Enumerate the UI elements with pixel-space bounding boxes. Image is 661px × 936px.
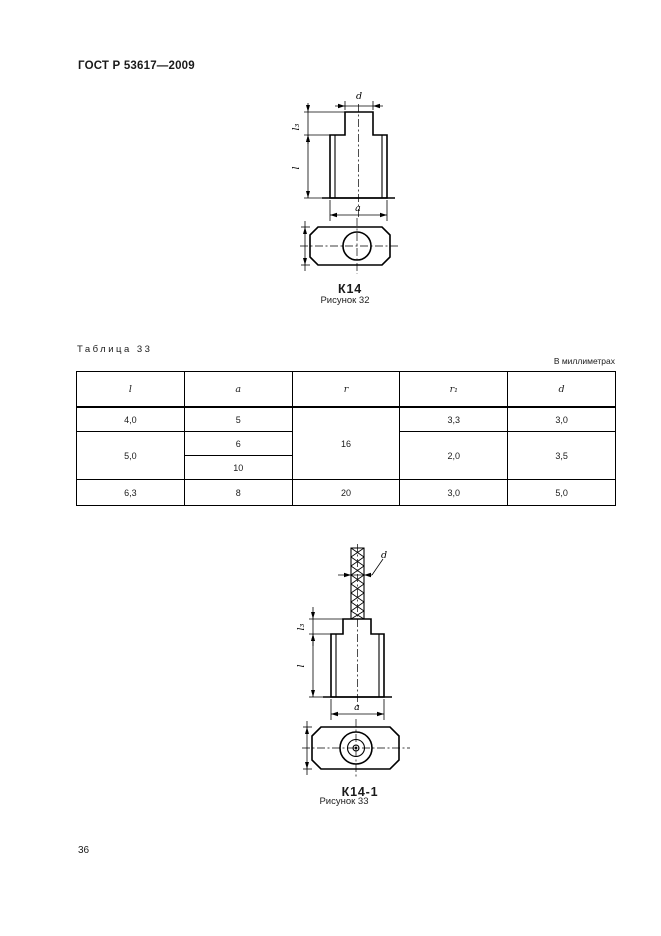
cell-a-8: 8: [184, 480, 292, 506]
fig33-drawing: [280, 543, 440, 779]
cell-l-4_0: 4,0: [77, 407, 185, 432]
fig32-dim-a-label: a: [355, 203, 361, 214]
fig32-plan-view: [300, 218, 400, 274]
fig33-dim-a: [331, 699, 384, 720]
cell-a-5: 5: [184, 407, 292, 432]
table-header-row: [77, 372, 616, 408]
cell-d-3_0: 3,0: [508, 407, 616, 432]
cell-r1-2_0: 2,0: [400, 432, 508, 480]
table-row: [77, 407, 616, 432]
fig32-caption: Рисунок 32: [320, 295, 370, 306]
fig33-plan-view: [302, 719, 410, 777]
cell-a-6: 6: [184, 432, 292, 456]
fig33-dim-a-label: a: [354, 702, 360, 713]
standard-number: ГОСТ Р 53617—2009: [78, 60, 195, 72]
fig33-dim-d-label: d: [380, 550, 388, 561]
col-header-a: a: [184, 372, 292, 408]
cell-l-5_0: 5,0: [77, 432, 185, 480]
fig33-caption: Рисунок 33: [319, 796, 369, 807]
figure-33: [280, 543, 440, 799]
col-header-r1: r₁: [400, 372, 508, 408]
cell-r1-3_0: 3,0: [400, 480, 508, 506]
fig32-dim-a: [330, 200, 387, 221]
cell-a-10: 10: [184, 456, 292, 480]
fig32-dim-d: [335, 91, 383, 110]
fig33-dim-l3-label: l₃: [296, 623, 307, 631]
cell-l-6_3: 6,3: [77, 480, 185, 506]
page-number: 36: [78, 845, 90, 856]
fig32-part-label: К14: [338, 282, 362, 296]
table-row: [77, 480, 616, 506]
fig32-dim-l3: [291, 103, 345, 144]
col-header-r: r: [292, 372, 400, 408]
col-header-d: d: [508, 372, 616, 408]
table-title: Таблица 33: [77, 344, 153, 355]
figure-32: [270, 90, 430, 296]
fig33-dim-l-label: l: [296, 664, 307, 668]
fig32-dim-l3-label: l₃: [291, 123, 302, 131]
fig33-dim-l: [296, 634, 323, 697]
col-header-l: l: [77, 372, 185, 408]
units-note: В миллиметрах: [553, 356, 615, 366]
fig32-dim-d-label: d: [355, 91, 363, 102]
fig32-dim-l: [291, 135, 322, 198]
cell-r-20: 20: [292, 480, 400, 506]
cell-d-5_0: 5,0: [508, 480, 616, 506]
cell-r-16: 16: [292, 407, 400, 480]
fig32-dim-l-label: l: [291, 166, 302, 170]
fig33-dim-d: [338, 550, 387, 577]
cell-r1-3_3: 3,3: [400, 407, 508, 432]
fig33-part-label: К14-1: [341, 785, 379, 799]
cell-d-3_5: 3,5: [508, 432, 616, 480]
table-33: [76, 371, 616, 506]
fig32-drawing: [270, 90, 430, 276]
